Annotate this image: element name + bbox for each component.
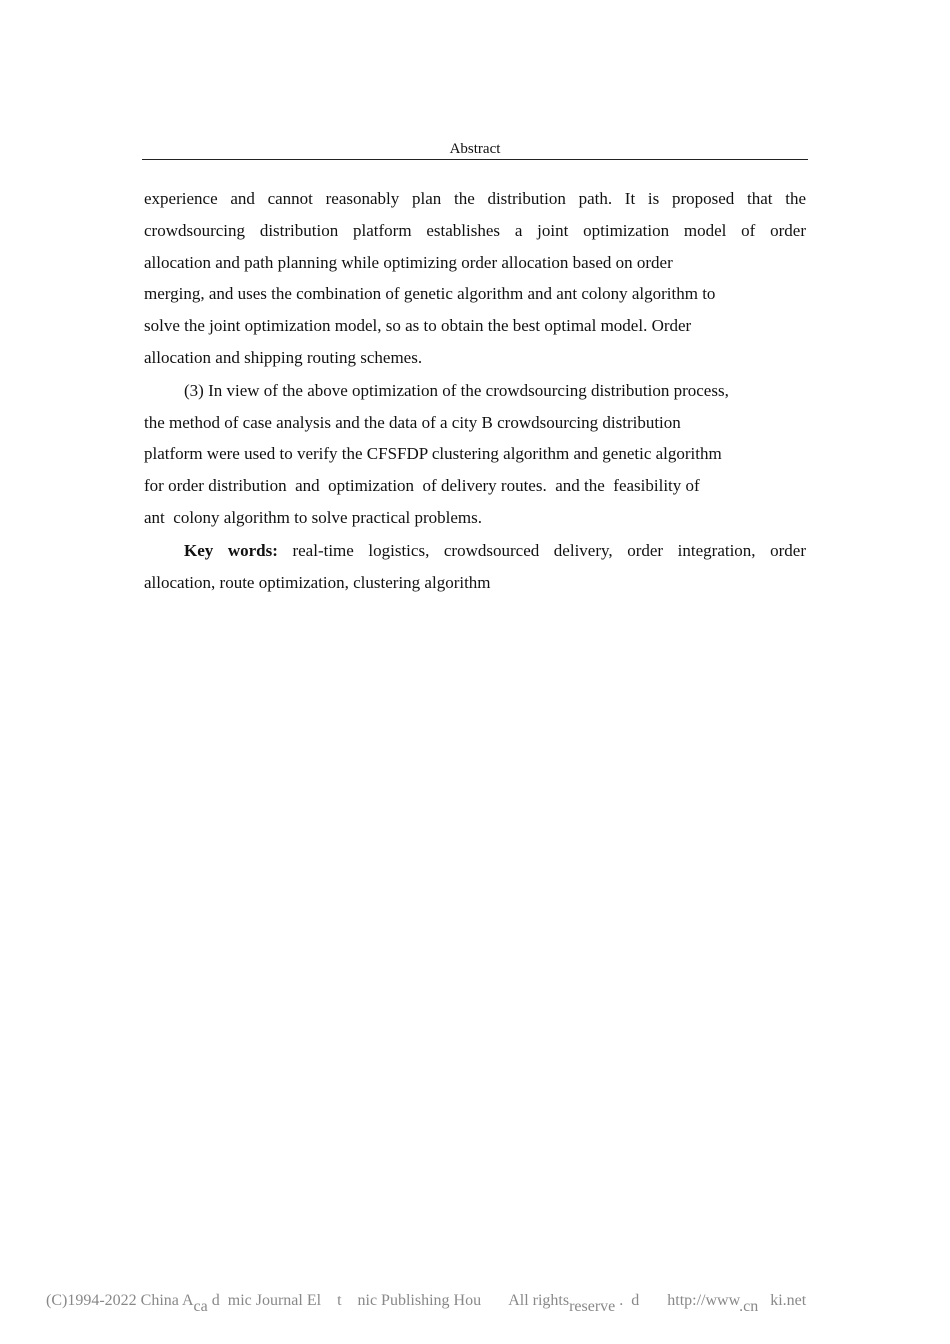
footer-text: .cn — [739, 1298, 759, 1315]
text-line: crowdsourcing distribution platform establishes a joint optimization model of order — [144, 220, 806, 240]
text-line: allocation and path planning while optimizing order allocation based on order — [144, 252, 673, 272]
text-line: the method of case analysis and the data of a city B crowdsourcing distribution — [144, 412, 681, 432]
keywords-label: Key words: — [184, 540, 278, 560]
running-header: Abstract — [449, 141, 501, 157]
footer-text: (C)1994-2022 China A — [46, 1292, 194, 1309]
text-line: experience and cannot reasonably plan the distribution path. It is proposed that the — [144, 189, 806, 208]
text-line: for order distribution and optimization of delivery routes. and the feasibility of — [144, 476, 700, 496]
keywords — [144, 535, 806, 599]
paragraph-1 — [144, 183, 806, 374]
footer-text: reserve — [569, 1298, 616, 1315]
footer-text: d mic Journal El t nic Publishing Hou All rights — [211, 1292, 570, 1309]
text-line: ant colony algorithm to solve practical problems. — [144, 507, 483, 527]
abstract-body — [144, 183, 806, 598]
copyright-footer — [46, 1292, 807, 1315]
text-line: platform were used to verify the CFSFDP clustering algorithm and genetic algorithm — [144, 444, 722, 464]
footer-text: ki.net — [758, 1292, 807, 1309]
text-line: solve the joint optimization model, so as to obtain the best optimal model. Order — [144, 316, 692, 336]
text-line: allocation and shipping routing schemes. — [144, 347, 423, 367]
keywords-text: real-time logistics, crowdsourced delivery, order integration, order — [277, 540, 806, 560]
keywords-text: allocation, route optimization, clustering algorithm — [144, 572, 491, 592]
footer-text: ca — [193, 1298, 208, 1315]
text-line: (3) In view of the above optimization of the crowdsourcing distribution process, — [184, 380, 729, 400]
header-rule — [142, 159, 808, 160]
footer-text: . d http://www — [615, 1292, 740, 1309]
text-line: merging, and uses the combination of genetic algorithm and ant colony algorithm to — [144, 284, 716, 304]
paragraph-2 — [144, 375, 806, 534]
